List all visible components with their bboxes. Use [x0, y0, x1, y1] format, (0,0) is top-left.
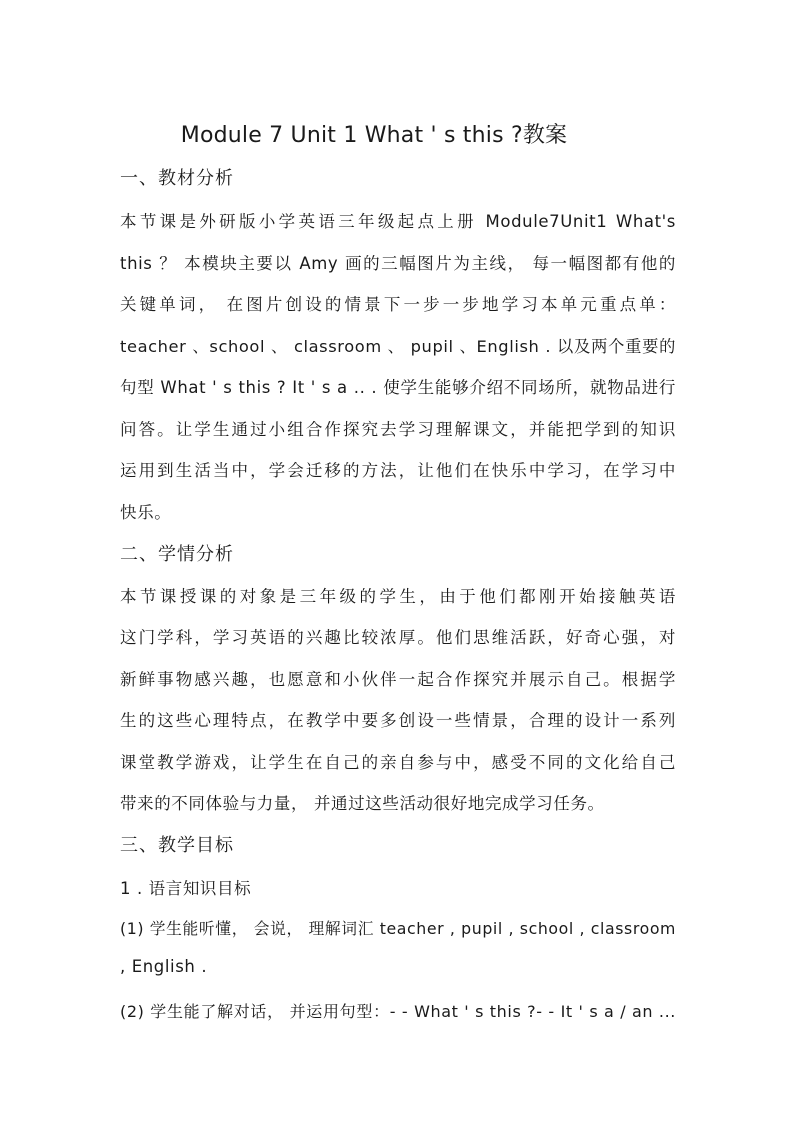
objective-item: (2) 学生能了解对话， 并运用句型：- - What ' s this ?- - It ' s a / an ...	[120, 1002, 676, 1021]
objective-subheading: 1 . 语言知识目标	[120, 879, 252, 898]
paragraph-line: 新鲜事物感兴趣，也愿意和小伙伴一起合作探究并展示自己。根据学	[120, 670, 676, 689]
section-heading-textbook-analysis: 一、教材分析	[120, 168, 234, 189]
paragraph-line: this ？ 本模块主要以 Amy 画的三幅图片为主线， 每一幅图都有他的	[120, 254, 676, 273]
paragraph-line: 关键单词， 在图片创设的情景下一步一步地学习本单元重点单：	[120, 295, 676, 314]
document-title: Module 7 Unit 1 What ' s this ?教案	[180, 123, 568, 148]
paragraph-line: 问答。让学生通过小组合作探究去学习理解课文，并能把学到的知识	[120, 420, 676, 439]
paragraph-line: 本节课是外研版小学英语三年级起点上册 Module7Unit1 What's	[120, 212, 676, 231]
paragraph-line: 句型 What ' s this ? It ' s a .. . 使学生能够介绍不同场所，就物品进行	[120, 378, 676, 397]
paragraph-line: teacher 、school 、 classroom 、 pupil 、English . 以及两个重要的	[120, 337, 676, 356]
paragraph-line: 运用到生活当中，学会迁移的方法，让他们在快乐中学习，在学习中	[120, 461, 676, 480]
paragraph-line: 这门学科，学习英语的兴趣比较浓厚。他们思维活跃，好奇心强，对	[120, 628, 676, 647]
objective-item-continuation: , English .	[120, 957, 208, 976]
paragraph-line: 课堂教学游戏，让学生在自己的亲自参与中，感受不同的文化给自己	[120, 753, 676, 772]
paragraph-line: 生的这些心理特点，在教学中要多创设一些情景，合理的设计一系列	[120, 711, 676, 730]
section-heading-teaching-objectives: 三、教学目标	[120, 835, 234, 856]
paragraph-line: 快乐。	[120, 503, 172, 522]
paragraph-line: 本节课授课的对象是三年级的学生，由于他们都刚开始接触英语	[120, 587, 676, 606]
paragraph-line: 带来的不同体验与力量， 并通过这些活动很好地完成学习任务。	[120, 794, 605, 813]
objective-item: (1) 学生能听懂， 会说， 理解词汇 teacher , pupil , school , classroom	[120, 919, 676, 938]
section-heading-learner-analysis: 二、学情分析	[120, 544, 234, 565]
